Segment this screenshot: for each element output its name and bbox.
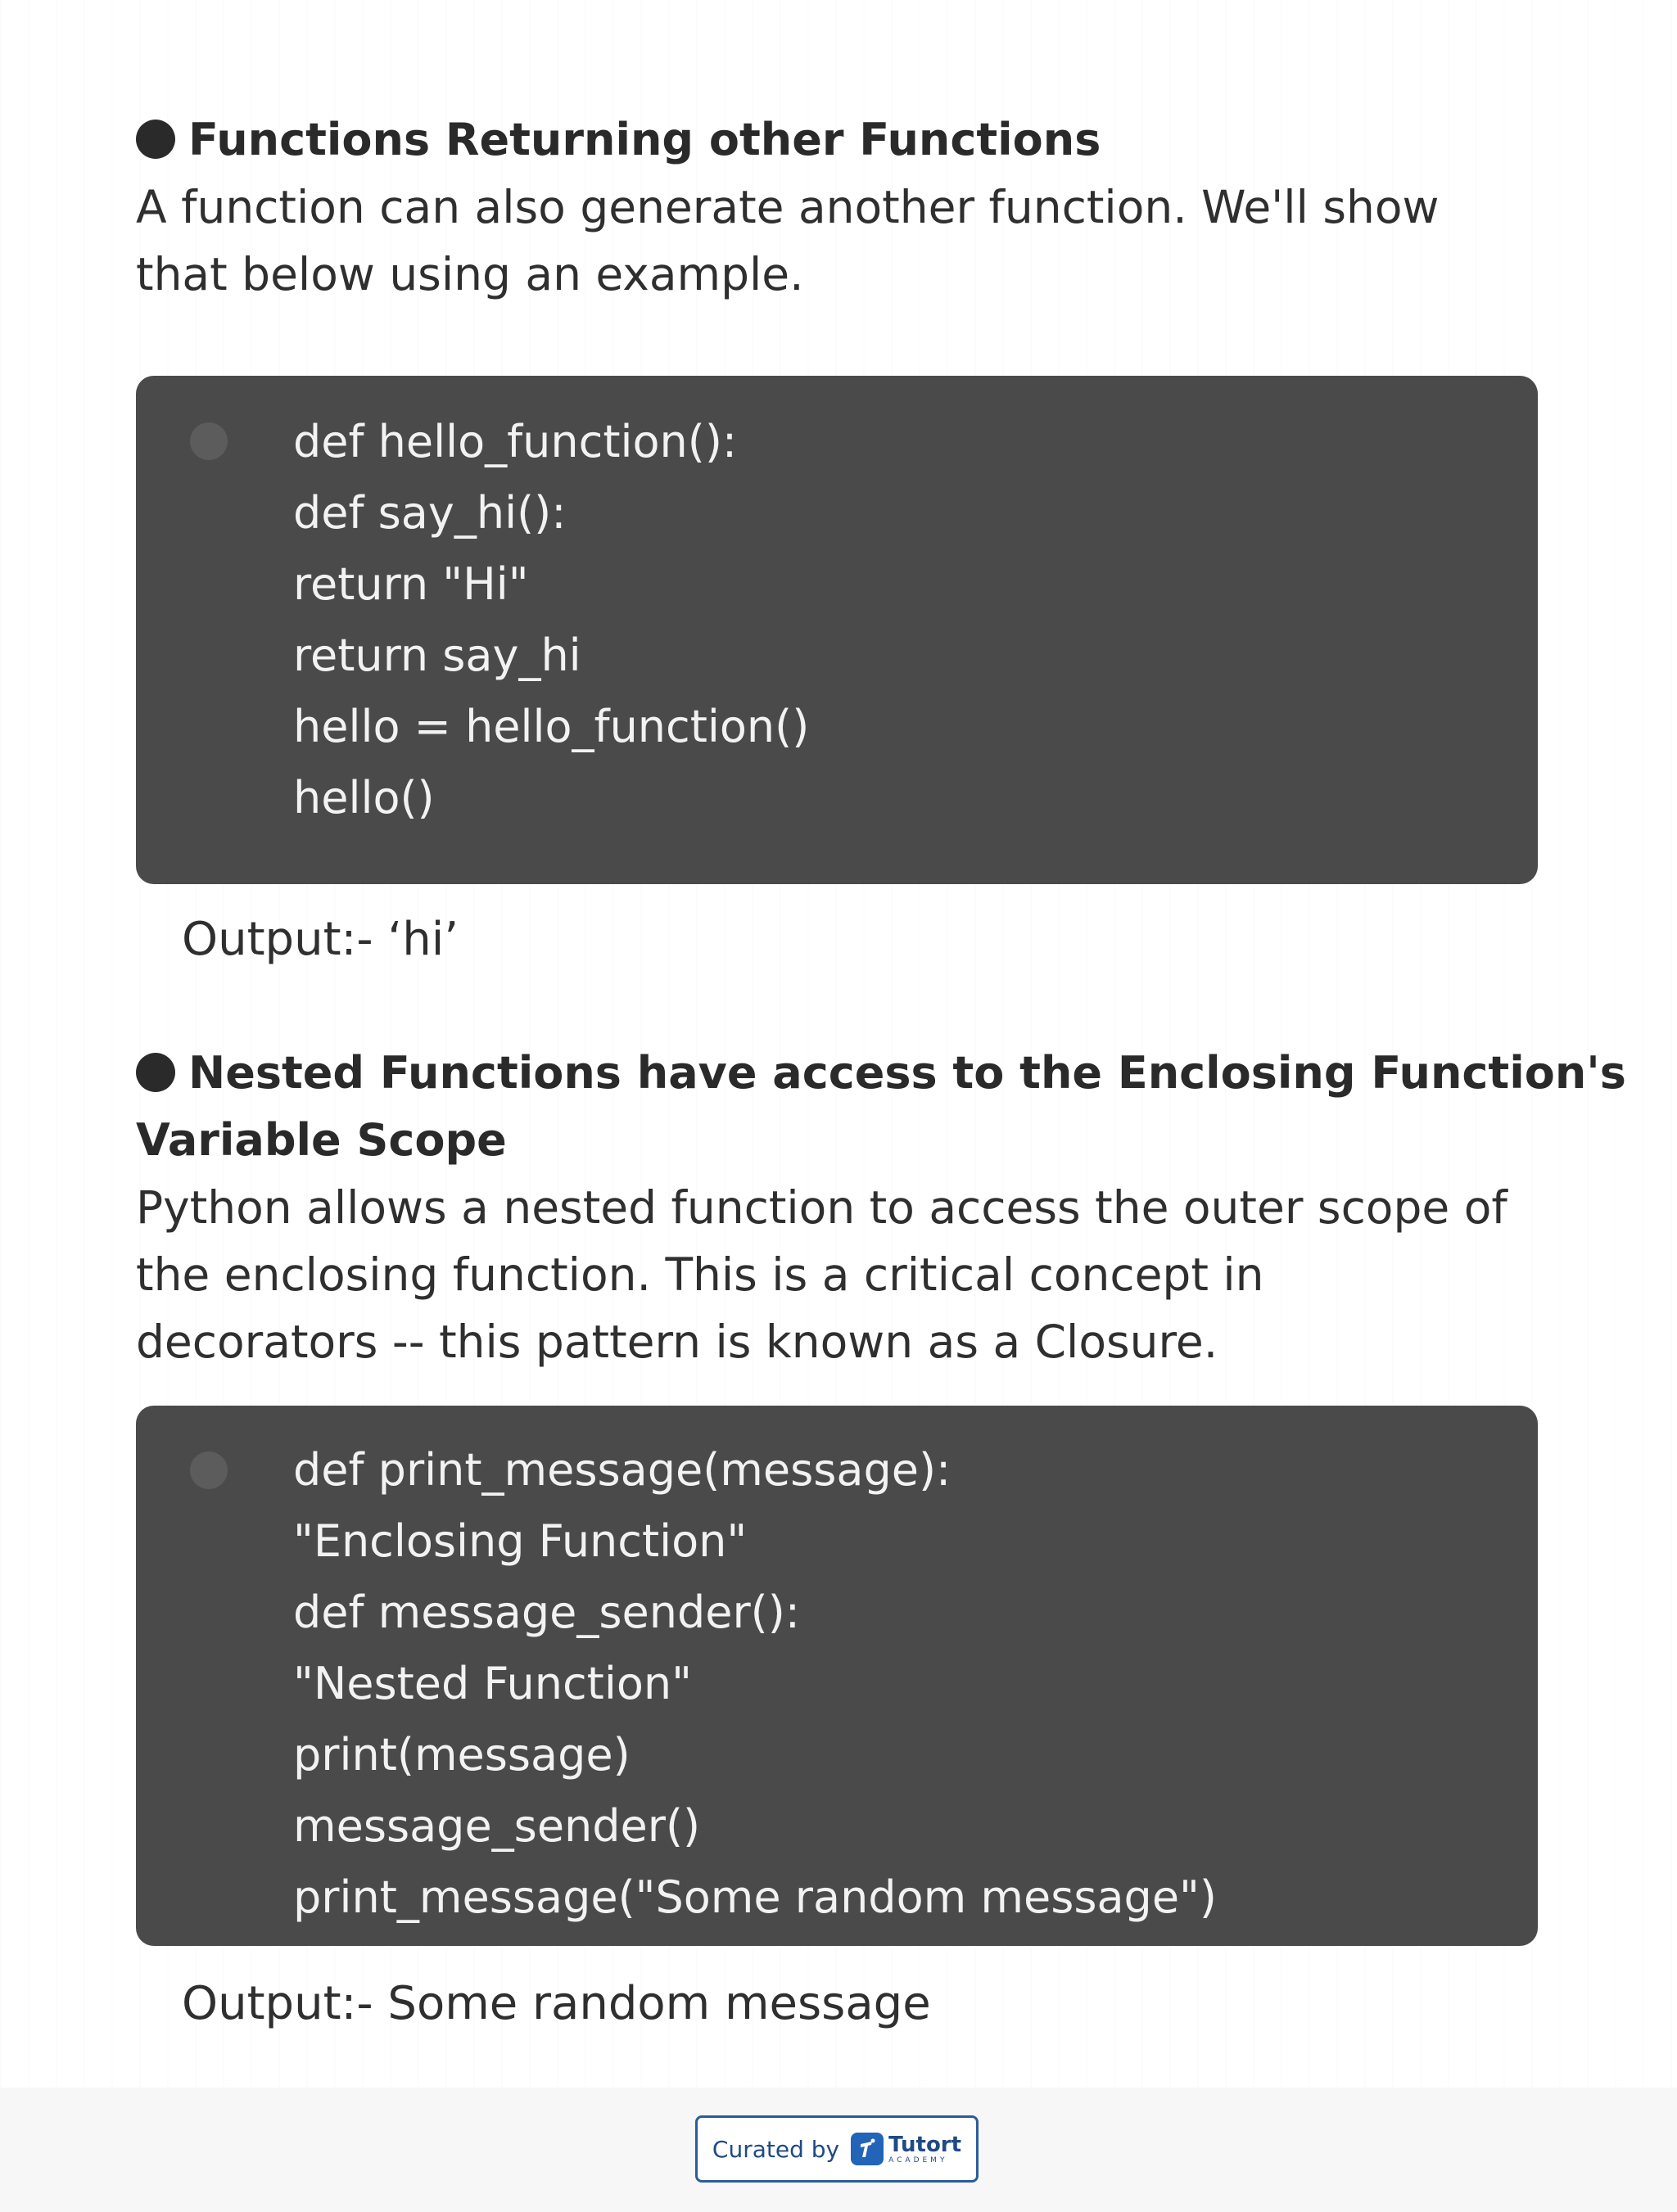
section-heading-text: Functions Returning other Functions [188, 114, 1101, 165]
section-heading [136, 106, 1626, 174]
curated-by-badge[interactable] [695, 2115, 979, 2183]
tutort-logo-text [888, 2134, 961, 2165]
code-line: def print_message(message): [293, 1444, 952, 1496]
code-line: print_message("Some random message") [293, 1871, 1217, 1923]
section-paragraph-line: Python allows a nested function to access the outer scope of [136, 1181, 1507, 1234]
code-line: def message_sender(): [293, 1587, 800, 1638]
section-heading-line: Variable Scope [136, 1114, 507, 1166]
code-dot-icon [190, 422, 228, 460]
section-heading-text: Nested Functions have access to the Enclosing Function's [188, 1047, 1626, 1099]
code-line: "Enclosing Function" [293, 1515, 748, 1567]
section-paragraph-line: A function can also generate another function. We'll show [136, 181, 1440, 233]
output-text: Output:- Some random message [182, 1977, 931, 2030]
code-lines [293, 1434, 1505, 1933]
section-nested-functions [136, 1040, 1626, 1375]
code-line: "Nested Function" [293, 1658, 692, 1709]
code-line: def hello_function(): [293, 416, 738, 467]
code-line: hello() [293, 772, 435, 824]
section-functions-returning-functions [136, 106, 1626, 308]
section-paragraph-line: decorators -- this pattern is known as a Closure. [136, 1316, 1218, 1368]
bullet-icon [136, 120, 175, 159]
footer [0, 2088, 1677, 2212]
section-paragraph-line: the enclosing function. This is a critical concept in [136, 1248, 1264, 1301]
code-line: return say_hi [293, 630, 581, 681]
brand-name: Tutort [888, 2132, 962, 2157]
curated-by-label: Curated by [712, 2135, 840, 2163]
code-line: def say_hi(): [293, 487, 567, 539]
bullet-icon [136, 1053, 175, 1092]
code-line: print(message) [293, 1729, 631, 1781]
code-block [136, 1406, 1538, 1946]
code-line: return "Hi" [293, 558, 529, 610]
code-block [136, 376, 1538, 884]
code-dot-icon [190, 1451, 228, 1489]
brand-subtitle: ACADEMY [888, 2156, 948, 2165]
code-line: hello = hello_function() [293, 701, 810, 752]
code-line: message_sender() [293, 1800, 701, 1852]
code-lines [293, 406, 1505, 833]
tutort-logo-icon [851, 2133, 884, 2165]
section-paragraph-line: that below using an example. [136, 248, 804, 300]
section-heading [136, 1040, 1626, 1107]
output-text: Output:- ‘hi’ [182, 913, 459, 966]
